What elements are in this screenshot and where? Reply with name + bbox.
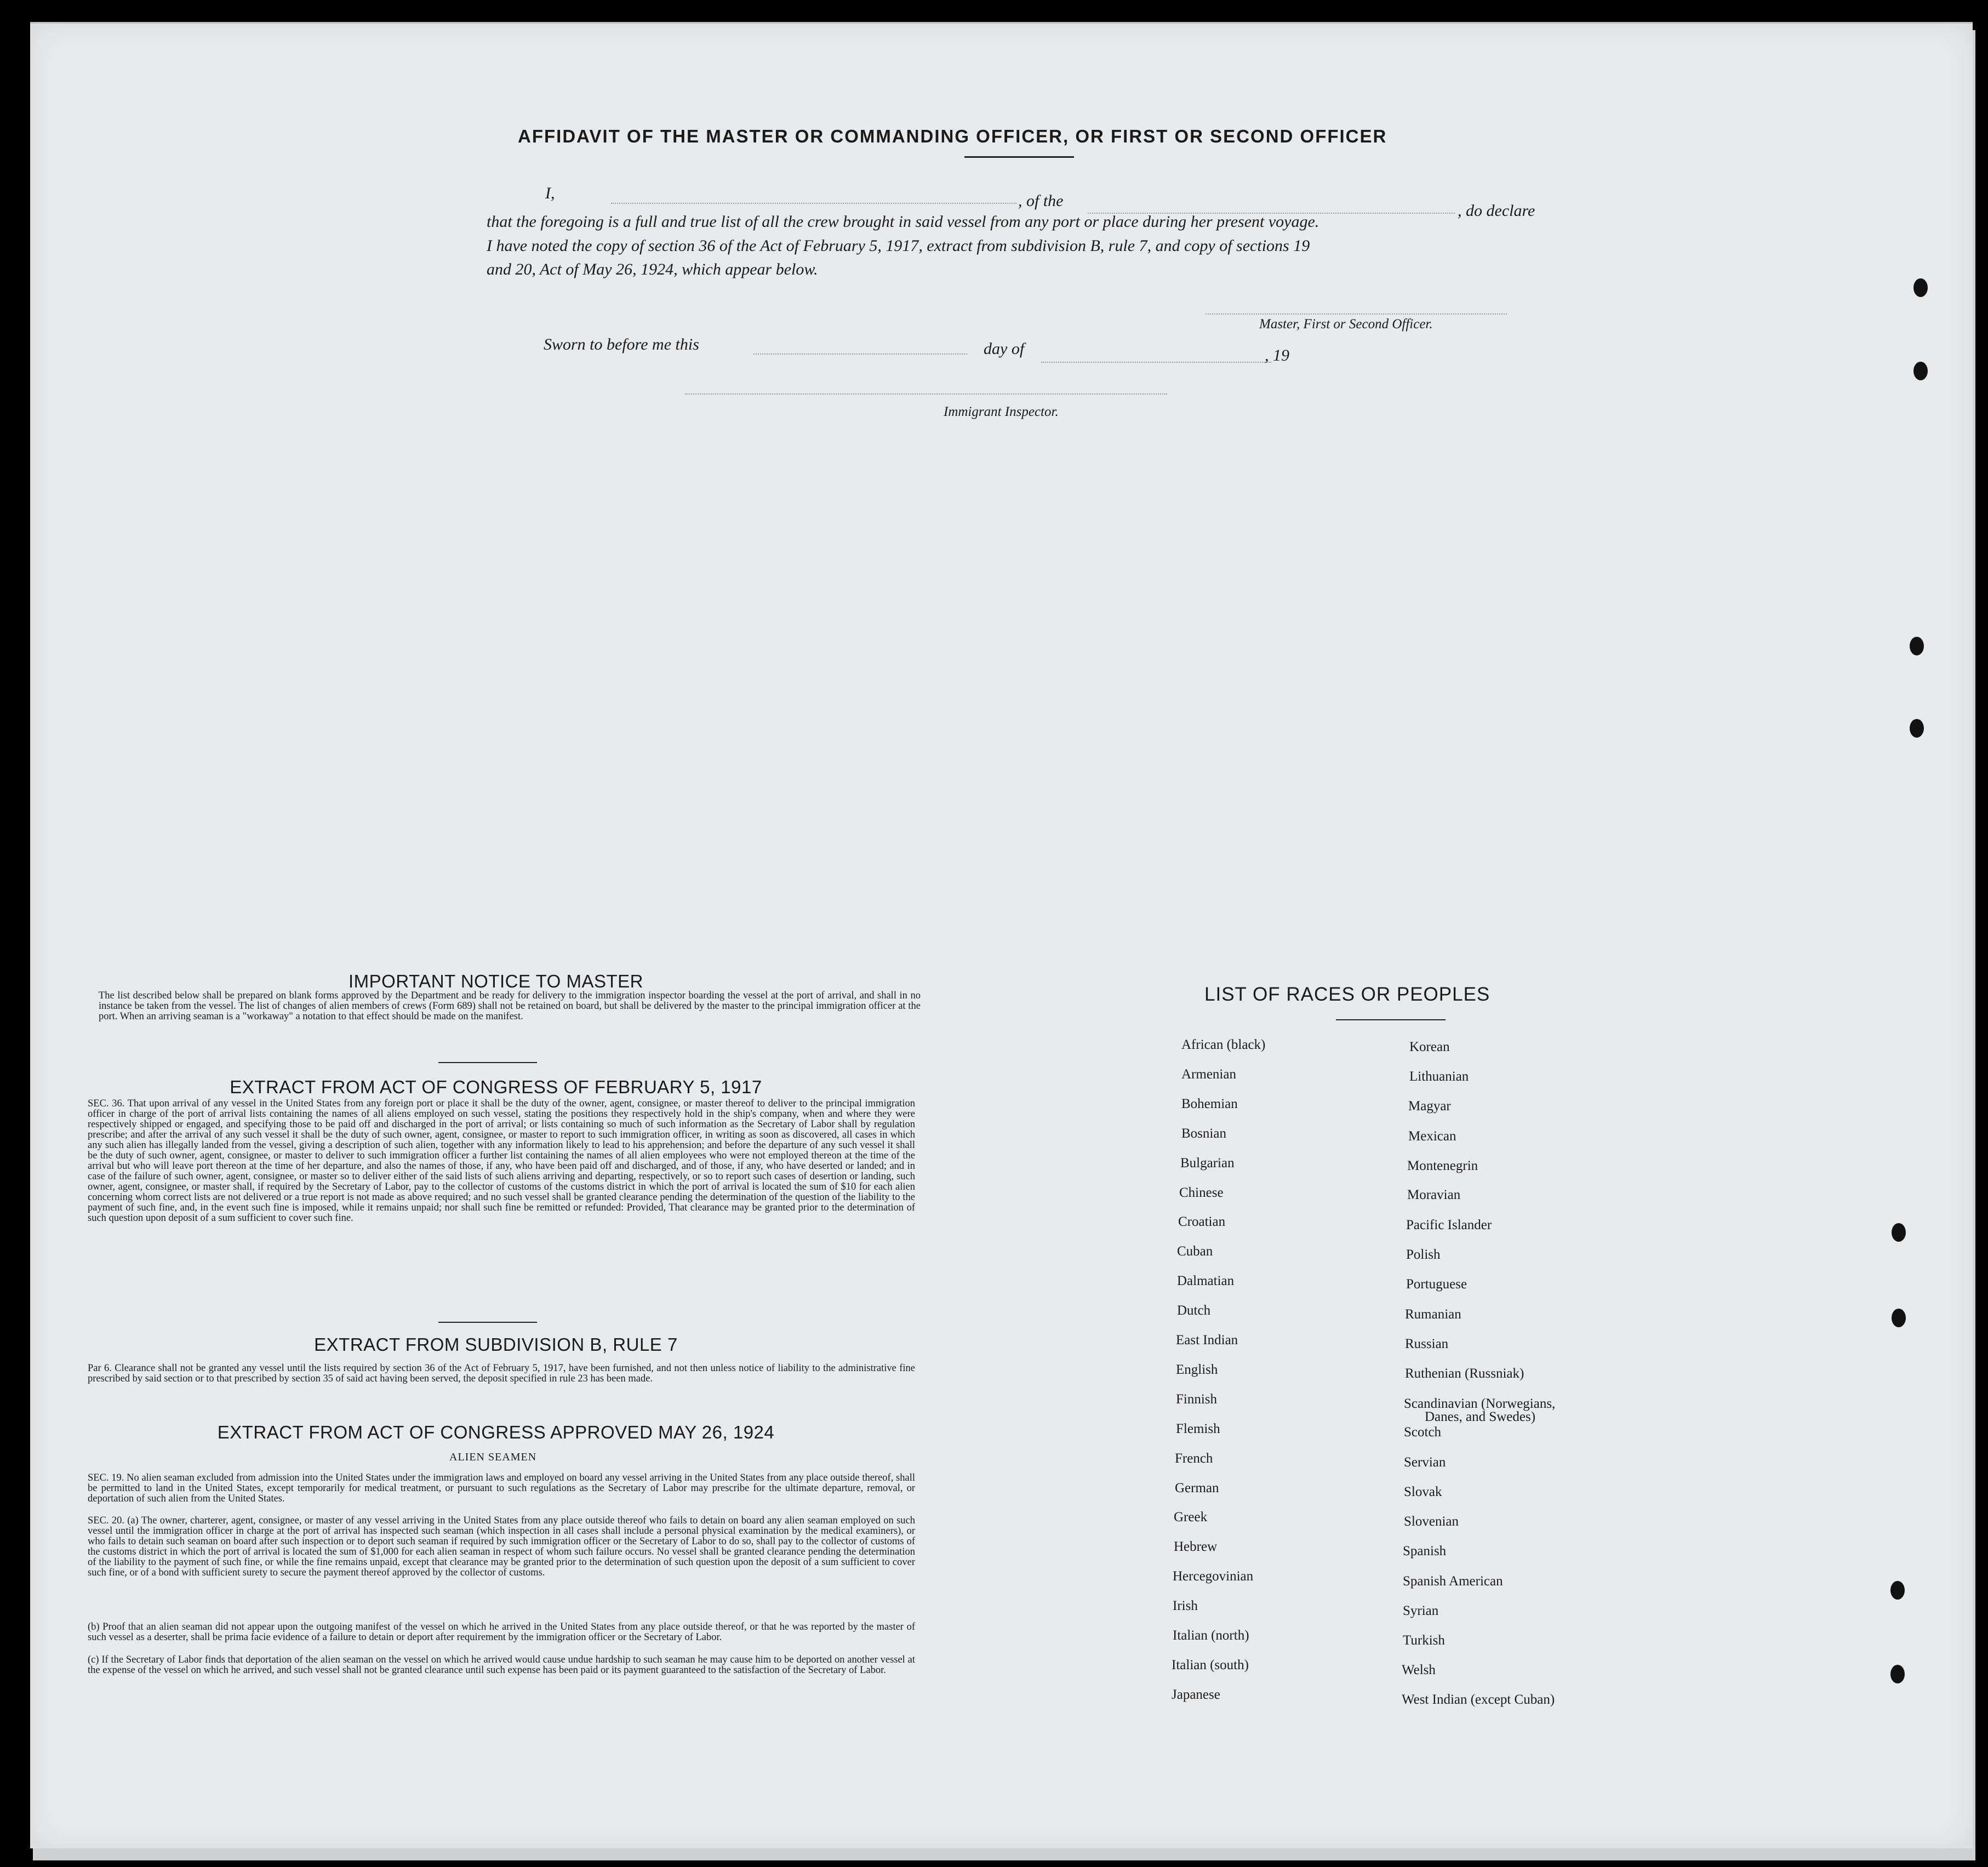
- race-item: Japanese: [1172, 1687, 1220, 1702]
- sworn-day-blank[interactable]: [753, 353, 967, 355]
- extract-1924-sec20b: (b) Proof that an alien seaman did not appear upon the outgoing manifest of the vessel on which he arrived in the United States from any place outside thereof, or that he was reported by the master of such vessel as a deserter, shall be prima facie evidence of a failure to detain or deport after requirement by the immigration officer or the Secretary of Labor.: [88, 1622, 915, 1643]
- extract-1924-subtitle: ALIEN SEAMEN: [449, 1451, 537, 1463]
- affidavit-line2: that the foregoing is a full and true list of all the crew brought in said vessel from any port or place during her present voyage.: [487, 213, 1319, 231]
- extract-1917-title: EXTRACT FROM ACT OF CONGRESS OF FEBRUARY 5, 1917: [230, 1077, 762, 1097]
- affidavit-title: AFFIDAVIT OF THE MASTER OR COMMANDING OFFICER, OR FIRST OR SECOND OFFICER: [518, 126, 1387, 146]
- extract-1924-sec19: SEC. 19. No alien seaman excluded from admission into the United States under the immigration laws and employed on board any vessel arriving in the United States from any place outside thereof, shall be permitted to land in the United States, except temporarily for medical treatment, or pursuant to such regulations as the Secretary of Labor may prescribe for the ultimate departure, removal, or deportation of such alien from the United States.: [88, 1472, 915, 1504]
- race-item: Cuban: [1177, 1244, 1213, 1259]
- race-item: Magyar: [1408, 1099, 1451, 1114]
- affidavit-line3: I have noted the copy of section 36 of the Act of February 5, 1917, extract from subdivision B, rule 7, and copy of sections 19: [487, 237, 1310, 255]
- race-item: Hebrew: [1174, 1539, 1218, 1555]
- race-item: Italian (south): [1172, 1657, 1249, 1672]
- race-item: Irish: [1173, 1598, 1198, 1614]
- race-item: Hercegovinian: [1173, 1569, 1254, 1584]
- race-item: English: [1176, 1362, 1218, 1377]
- binder-hole: [1910, 637, 1924, 655]
- extract-1924-sec20c: (c) If the Secretary of Labor finds that deportation of the alien seaman on the vessel on which he arrived would cause undue hardship to such seaman he may cause him to be deported on another vessel at the expense of the vessel on which he arrived, and such vessel shall not be granted clearance until such expense has been paid or its payment guaranteed to the satisfaction of the Secretary of Labor.: [88, 1654, 915, 1676]
- race-item: Bohemian: [1181, 1096, 1238, 1111]
- race-item: Armenian: [1181, 1066, 1236, 1082]
- race-item: East Indian: [1176, 1333, 1238, 1348]
- race-item: Italian (north): [1173, 1628, 1249, 1643]
- races-divider: [1336, 1019, 1446, 1020]
- race-item: French: [1175, 1451, 1213, 1466]
- race-item: Scandinavian (Norwegians,: [1404, 1396, 1556, 1411]
- races-title: LIST OF RACES OR PEOPLES: [1204, 984, 1490, 1005]
- race-item: Flemish: [1176, 1421, 1220, 1436]
- sworn-month-blank[interactable]: [1041, 362, 1271, 363]
- name-blank[interactable]: [611, 203, 1016, 204]
- race-item: Greek: [1174, 1510, 1208, 1525]
- title-divider: [964, 156, 1074, 158]
- race-item: Turkish: [1403, 1633, 1445, 1648]
- master-signature-line[interactable]: [1206, 313, 1507, 315]
- inspector-label: Immigrant Inspector.: [944, 404, 1059, 419]
- race-item: Croatian: [1178, 1214, 1226, 1230]
- extract-1924-title: EXTRACT FROM ACT OF CONGRESS APPROVED MAY 26, 1924: [217, 1422, 775, 1442]
- notice-body: The list described below shall be prepared on blank forms approved by the Department and be ready for delivery to the immigration inspector boarding the vessel at the port of arrival, and shall in no instance be taken from the vessel. The list of changes of alien members of crews (Form 689) shall not be retained on board, but shall be delivered by the master to the principal immigration officer at the port. When an arriving seaman is a "workaway" a notation to that effect should be made on the manifest.: [99, 990, 921, 1022]
- race-item: Rumanian: [1405, 1307, 1461, 1322]
- race-item: Slovenian: [1404, 1514, 1459, 1529]
- race-item: Mexican: [1408, 1129, 1456, 1144]
- binder-hole: [1890, 1581, 1905, 1600]
- extract-rule7-body: Par 6. Clearance shall not be granted any vessel until the lists required by section 36 of the Act of February 5, 1917, have been furnished, and not then unless notice of liability to the administrative fine prescribed by said section or to that prescribed by section 35 of said act having been served, the deposit specified in rule 23 has been made.: [88, 1363, 915, 1384]
- race-item: Polish: [1406, 1247, 1441, 1262]
- extract-rule7-title: EXTRACT FROM SUBDIVISION B, RULE 7: [314, 1334, 678, 1355]
- binder-hole: [1910, 719, 1924, 738]
- race-item: West Indian (except Cuban): [1402, 1692, 1555, 1707]
- race-item: Spanish: [1403, 1544, 1447, 1558]
- year-label: , 19: [1265, 346, 1289, 364]
- race-item: Portuguese: [1406, 1277, 1467, 1292]
- race-item: Danes, and Swedes): [1425, 1409, 1536, 1424]
- divider: [438, 1062, 537, 1063]
- sworn-label: Sworn to before me this: [544, 335, 699, 353]
- master-signature-label: Master, First or Second Officer.: [1259, 317, 1433, 332]
- race-item: Dutch: [1177, 1303, 1211, 1318]
- binder-hole: [1913, 362, 1928, 380]
- race-item: Spanish American: [1403, 1574, 1503, 1589]
- affidavit-line1-of: , of the: [1018, 192, 1064, 210]
- race-item: Slovak: [1404, 1485, 1442, 1499]
- race-item: Lithuanian: [1409, 1069, 1469, 1084]
- binder-hole: [1913, 278, 1928, 297]
- binder-hole: [1890, 1665, 1905, 1683]
- affidavit-line1-i: I,: [545, 184, 555, 202]
- race-item: Chinese: [1179, 1185, 1224, 1200]
- race-item: Scotch: [1404, 1425, 1442, 1440]
- day-of-label: day of: [984, 340, 1025, 358]
- affidavit-line4: and 20, Act of May 26, 1924, which appear below.: [487, 260, 818, 278]
- race-item: Pacific Islander: [1406, 1218, 1492, 1232]
- divider: [438, 1322, 537, 1323]
- race-item: Ruthenian (Russniak): [1405, 1366, 1524, 1381]
- affidavit-line1-declare: , do declare: [1458, 202, 1535, 220]
- race-item: Servian: [1404, 1455, 1446, 1470]
- race-item: Montenegrin: [1407, 1158, 1478, 1173]
- race-item: Dalmatian: [1177, 1274, 1235, 1289]
- race-item: German: [1175, 1480, 1219, 1495]
- race-item: Korean: [1409, 1040, 1450, 1054]
- race-item: Syrian: [1403, 1603, 1439, 1618]
- race-item: Finnish: [1176, 1391, 1218, 1407]
- inspector-signature-line[interactable]: [685, 393, 1167, 395]
- race-item: Russian: [1405, 1337, 1449, 1351]
- race-item: African (black): [1181, 1037, 1266, 1052]
- race-item: Bosnian: [1181, 1126, 1226, 1141]
- binder-hole: [1892, 1309, 1906, 1327]
- extract-1924-sec20a: SEC. 20. (a) The owner, charterer, agent, consignee, or master of any vessel arriving in the United States from any place outside thereof who fails to detain on board any alien seaman employed on such vessel until the immigration officer in charge at the port of arrival has inspected such seaman (which inspection in all cases shall include a personal physical examination by the medical examiners), or who fails to detain such seaman on board after such inspection or to deport such seaman if required by such immigration officer or the Secretary of Labor to do so, shall pay to the collector of customs of the customs district in which the port of arrival is located the sum of $1,000 for each alien seaman in respect of whom such failure occurs. No vessel shall be granted clearance pending the determination of the liability to the payment of such fine, or while the fine remains unpaid, except that clearance may be granted prior to the determination of such question upon the deposit of a sum sufficient to cover such fine, or of a bond with sufficient surety to secure the payment thereof approved by the collector of customs.: [88, 1515, 915, 1578]
- binder-hole: [1892, 1223, 1906, 1242]
- notice-title: IMPORTANT NOTICE TO MASTER: [348, 971, 643, 991]
- race-item: Moravian: [1407, 1187, 1461, 1202]
- race-item: Welsh: [1402, 1663, 1436, 1677]
- race-item: Bulgarian: [1180, 1155, 1235, 1171]
- extract-1917-body: SEC. 36. That upon arrival of any vessel in the United States from any foreign port or place it shall be the duty of the owner, agent, consignee, or master thereof to deliver to the principal immigration officer in charge of the port of arrival lists containing the names of all aliens employed on such vessel, stating the positions they respectively hold in the ship's company, when and where they were respectively shipped or engaged, and specifying those to be paid off and discharged in the port of arrival; or lists containing so much of such information as the Secretary of Labor shall by regulation prescribe; and after the arrival of any such vessel it shall be the duty of such owner, agent, consignee, or master to report to such immigration officer, in writing as soon as discovered, all cases in which any such alien has illegally landed from the vessel, giving a description of such alien, together with any information likely to lead to his apprehension; and before the departure of any such vessel it shall be the duty of such owner, agent, consignee, or master to deliver to such immigration officer a further list containing the names of all alien employees who were not employed thereon at the time of the arrival but who will leave port thereon at the time of her departure, and also the names of those, if any, who have been paid off and discharged, and of those, if any, who have deserted or landed; and in case of the failure of such owner, agent, consignee, or master so to deliver either of the said lists of such aliens arriving and departing, respectively, or so to report such cases of desertion or landing, such owner, agent, consignee, or master shall, if required by the Secretary of Labor, pay to the collector of customs of the customs district in which the port of arrival is located the sum of $10 for each alien concerning whom correct lists are not delivered or a true report is not made as above required; and no such vessel shall be granted clearance pending the determination of the question of the liability to the payment of such fine, and, in the event such fine is imposed, while it remains unpaid; nor shall such fine be remitted or refunded: Provided, That clearance may be granted prior to the determination of such question upon deposit of a sum sufficient to cover such fine.: [88, 1098, 915, 1224]
